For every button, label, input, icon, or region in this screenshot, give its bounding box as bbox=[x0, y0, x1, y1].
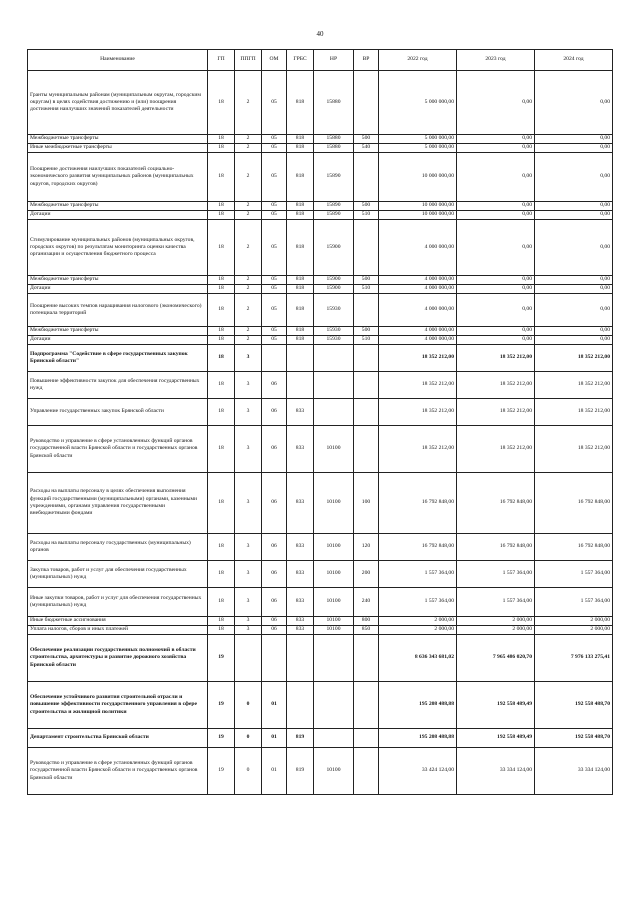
cell-2024: 0,00 bbox=[535, 135, 613, 144]
cell-om bbox=[262, 635, 287, 682]
cell-2023: 18 352 212,00 bbox=[457, 399, 535, 426]
cell-grbs bbox=[287, 682, 314, 729]
cell-om: 05 bbox=[262, 285, 287, 294]
cell-2023: 1 557 364,00 bbox=[457, 588, 535, 617]
cell-2024: 0,00 bbox=[535, 153, 613, 202]
cell-vr bbox=[354, 345, 379, 372]
cell-ppgp: 3 bbox=[235, 588, 262, 617]
cell-ppgp: 3 bbox=[235, 561, 262, 588]
cell-nr: 10100 bbox=[314, 473, 354, 534]
cell-2022: 4 000 000,00 bbox=[379, 294, 457, 327]
cell-vr bbox=[354, 220, 379, 276]
cell-vr: 800 bbox=[354, 617, 379, 626]
cell-om: 05 bbox=[262, 336, 287, 345]
cell-name: Гранты муниципальным районам (муниципальным округам, городским округам) в целях содействия достижению и (или) поощрения достижения наилучших значений показателей деятельности bbox=[28, 71, 208, 135]
cell-2023: 16 792 848,00 bbox=[457, 534, 535, 561]
cell-gp: 18 bbox=[208, 534, 235, 561]
cell-vr: 500 bbox=[354, 202, 379, 211]
cell-2022: 10 000 000,00 bbox=[379, 202, 457, 211]
cell-grbs bbox=[287, 372, 314, 399]
cell-name: Закупка товаров, работ и услуг для обеспечения государственных (муниципальных) нужд bbox=[28, 561, 208, 588]
cell-2022: 195 208 488,88 bbox=[379, 729, 457, 748]
header-grbs: ГРБС bbox=[287, 50, 314, 71]
cell-2022: 1 557 364,00 bbox=[379, 588, 457, 617]
cell-om: 06 bbox=[262, 426, 287, 473]
cell-ppgp: 2 bbox=[235, 220, 262, 276]
cell-2024: 0,00 bbox=[535, 202, 613, 211]
cell-ppgp: 3 bbox=[235, 399, 262, 426]
cell-grbs: 818 bbox=[287, 153, 314, 202]
cell-grbs: 833 bbox=[287, 534, 314, 561]
cell-ppgp: 3 bbox=[235, 345, 262, 372]
cell-gp: 18 bbox=[208, 336, 235, 345]
table-row bbox=[28, 285, 613, 294]
cell-vr: 100 bbox=[354, 473, 379, 534]
cell-ppgp: 2 bbox=[235, 211, 262, 220]
cell-2022: 18 352 212,00 bbox=[379, 426, 457, 473]
cell-name: Межбюджетные трансферты bbox=[28, 276, 208, 285]
cell-gp: 18 bbox=[208, 426, 235, 473]
cell-2023: 7 965 486 020,70 bbox=[457, 635, 535, 682]
cell-2023: 18 352 212,00 bbox=[457, 372, 535, 399]
cell-2023: 0,00 bbox=[457, 144, 535, 153]
cell-2022: 18 352 212,00 bbox=[379, 399, 457, 426]
cell-gp: 18 bbox=[208, 327, 235, 336]
table-row bbox=[28, 399, 613, 426]
cell-om: 05 bbox=[262, 211, 287, 220]
table-row bbox=[28, 534, 613, 561]
cell-ppgp: 3 bbox=[235, 426, 262, 473]
table-row bbox=[28, 682, 613, 729]
cell-ppgp: 2 bbox=[235, 294, 262, 327]
cell-nr: 10100 bbox=[314, 534, 354, 561]
cell-gp: 18 bbox=[208, 285, 235, 294]
cell-vr: 510 bbox=[354, 336, 379, 345]
table-row bbox=[28, 153, 613, 202]
cell-ppgp: 3 bbox=[235, 626, 262, 635]
cell-2022: 4 000 000,00 bbox=[379, 276, 457, 285]
cell-2024: 0,00 bbox=[535, 71, 613, 135]
cell-2022: 5 000 000,00 bbox=[379, 135, 457, 144]
cell-2024: 18 352 212,00 bbox=[535, 345, 613, 372]
cell-vr bbox=[354, 729, 379, 748]
cell-2023: 0,00 bbox=[457, 135, 535, 144]
table-row bbox=[28, 588, 613, 617]
cell-2022: 5 000 000,00 bbox=[379, 144, 457, 153]
cell-2022: 4 000 000,00 bbox=[379, 336, 457, 345]
page-number: 40 bbox=[316, 30, 324, 38]
cell-vr bbox=[354, 153, 379, 202]
cell-grbs: 833 bbox=[287, 617, 314, 626]
cell-2024: 2 000,00 bbox=[535, 626, 613, 635]
cell-2023: 16 792 848,00 bbox=[457, 473, 535, 534]
cell-vr bbox=[354, 294, 379, 327]
cell-2024: 16 792 848,00 bbox=[535, 473, 613, 534]
cell-om: 06 bbox=[262, 372, 287, 399]
cell-nr: 15890 bbox=[314, 153, 354, 202]
cell-name: Обеспечение устойчивого развития строительной отрасли и повышение эффективности государственного управления в сфере строительства и жилищной политики bbox=[28, 682, 208, 729]
cell-grbs: 818 bbox=[287, 211, 314, 220]
cell-om: 06 bbox=[262, 617, 287, 626]
cell-ppgp: 2 bbox=[235, 153, 262, 202]
cell-om bbox=[262, 345, 287, 372]
cell-name: Иные закупки товаров, работ и услуг для обеспечения государственных (муниципальных) нужд bbox=[28, 588, 208, 617]
cell-gp: 18 bbox=[208, 135, 235, 144]
cell-2023: 0,00 bbox=[457, 285, 535, 294]
cell-grbs: 818 bbox=[287, 294, 314, 327]
cell-grbs: 818 bbox=[287, 285, 314, 294]
cell-nr bbox=[314, 729, 354, 748]
cell-2022: 4 000 000,00 bbox=[379, 285, 457, 294]
cell-2023: 33 334 124,00 bbox=[457, 748, 535, 795]
cell-grbs: 833 bbox=[287, 473, 314, 534]
cell-om: 05 bbox=[262, 202, 287, 211]
cell-gp: 19 bbox=[208, 682, 235, 729]
cell-name: Руководство и управление в сфере установленных функций органов государственной власти Брянской области и государственных органов Брянской области bbox=[28, 426, 208, 473]
cell-name: Подпрограмма "Содействие в сфере государственных закупок Брянской области" bbox=[28, 345, 208, 372]
cell-2024: 0,00 bbox=[535, 211, 613, 220]
cell-name: Расходы на выплаты персоналу государственных (муниципальных) органов bbox=[28, 534, 208, 561]
cell-2023: 1 557 364,00 bbox=[457, 561, 535, 588]
cell-name: Дотации bbox=[28, 211, 208, 220]
cell-om: 06 bbox=[262, 561, 287, 588]
cell-2024: 7 976 133 275,41 bbox=[535, 635, 613, 682]
table-header-row bbox=[28, 50, 613, 71]
cell-nr: 10100 bbox=[314, 588, 354, 617]
cell-ppgp: 2 bbox=[235, 135, 262, 144]
cell-name: Поощрение высоких темпов наращивания налогового (экономического) потенциала территорий bbox=[28, 294, 208, 327]
cell-gp: 18 bbox=[208, 153, 235, 202]
cell-nr: 10100 bbox=[314, 748, 354, 795]
cell-gp: 18 bbox=[208, 220, 235, 276]
cell-gp: 18 bbox=[208, 71, 235, 135]
cell-om: 01 bbox=[262, 682, 287, 729]
cell-2024: 2 000,00 bbox=[535, 617, 613, 626]
header-gp: ГП bbox=[208, 50, 235, 71]
cell-gp: 18 bbox=[208, 561, 235, 588]
table-row bbox=[28, 336, 613, 345]
cell-2022: 2 000,00 bbox=[379, 626, 457, 635]
cell-name: Департамент строительства Брянской области bbox=[28, 729, 208, 748]
table-row bbox=[28, 635, 613, 682]
header-name: Наименование bbox=[28, 50, 208, 71]
cell-nr bbox=[314, 372, 354, 399]
cell-gp: 18 bbox=[208, 211, 235, 220]
cell-om: 06 bbox=[262, 626, 287, 635]
cell-om: 01 bbox=[262, 729, 287, 748]
table-row bbox=[28, 626, 613, 635]
cell-gp: 18 bbox=[208, 399, 235, 426]
cell-om: 06 bbox=[262, 473, 287, 534]
cell-2023: 2 000,00 bbox=[457, 617, 535, 626]
cell-2022: 4 000 000,00 bbox=[379, 220, 457, 276]
cell-vr bbox=[354, 748, 379, 795]
cell-2022: 18 352 212,00 bbox=[379, 345, 457, 372]
cell-2024: 0,00 bbox=[535, 327, 613, 336]
cell-2024: 1 557 364,00 bbox=[535, 561, 613, 588]
cell-grbs: 818 bbox=[287, 276, 314, 285]
cell-ppgp: 2 bbox=[235, 285, 262, 294]
cell-nr: 15930 bbox=[314, 294, 354, 327]
cell-ppgp: 0 bbox=[235, 729, 262, 748]
cell-vr: 540 bbox=[354, 144, 379, 153]
cell-gp: 18 bbox=[208, 202, 235, 211]
cell-2024: 0,00 bbox=[535, 336, 613, 345]
cell-gp: 19 bbox=[208, 748, 235, 795]
table-row bbox=[28, 748, 613, 795]
cell-2023: 0,00 bbox=[457, 294, 535, 327]
table-row bbox=[28, 294, 613, 327]
cell-name: Поощрение достижения наилучших показателей социально-экономического развития муниципальных районов (муниципальных округов, городских округов) bbox=[28, 153, 208, 202]
cell-2024: 192 558 488,70 bbox=[535, 682, 613, 729]
cell-grbs: 833 bbox=[287, 588, 314, 617]
cell-vr: 510 bbox=[354, 285, 379, 294]
cell-2022: 16 792 848,00 bbox=[379, 473, 457, 534]
table-row bbox=[28, 276, 613, 285]
cell-nr: 15900 bbox=[314, 276, 354, 285]
cell-2023: 0,00 bbox=[457, 220, 535, 276]
cell-grbs: 833 bbox=[287, 426, 314, 473]
cell-name: Дотации bbox=[28, 336, 208, 345]
cell-gp: 18 bbox=[208, 372, 235, 399]
cell-nr bbox=[314, 635, 354, 682]
cell-om: 06 bbox=[262, 534, 287, 561]
cell-nr: 15880 bbox=[314, 135, 354, 144]
cell-2022: 5 000 000,00 bbox=[379, 71, 457, 135]
cell-nr: 15890 bbox=[314, 202, 354, 211]
table-row bbox=[28, 372, 613, 399]
table-row bbox=[28, 211, 613, 220]
cell-name: Управление государственных закупок Брянской области bbox=[28, 399, 208, 426]
cell-2022: 10 000 000,00 bbox=[379, 153, 457, 202]
cell-nr: 15880 bbox=[314, 144, 354, 153]
cell-grbs bbox=[287, 345, 314, 372]
cell-2024: 192 558 488,70 bbox=[535, 729, 613, 748]
cell-ppgp: 2 bbox=[235, 276, 262, 285]
cell-2024: 33 334 124,00 bbox=[535, 748, 613, 795]
cell-2022: 10 000 000,00 bbox=[379, 211, 457, 220]
header-nr: НР bbox=[314, 50, 354, 71]
cell-om: 01 bbox=[262, 748, 287, 795]
cell-2022: 1 557 364,00 bbox=[379, 561, 457, 588]
cell-vr bbox=[354, 426, 379, 473]
table-row bbox=[28, 327, 613, 336]
budget-table bbox=[27, 49, 613, 795]
cell-nr bbox=[314, 682, 354, 729]
cell-grbs bbox=[287, 635, 314, 682]
cell-grbs: 818 bbox=[287, 202, 314, 211]
table-row bbox=[28, 144, 613, 153]
cell-om: 05 bbox=[262, 135, 287, 144]
cell-2023: 0,00 bbox=[457, 202, 535, 211]
cell-ppgp: 2 bbox=[235, 202, 262, 211]
cell-vr bbox=[354, 635, 379, 682]
cell-gp: 18 bbox=[208, 294, 235, 327]
cell-vr bbox=[354, 399, 379, 426]
cell-name: Повышение эффективности закупок для обеспечения государственных нужд bbox=[28, 372, 208, 399]
table-row bbox=[28, 473, 613, 534]
cell-gp: 18 bbox=[208, 144, 235, 153]
cell-grbs: 818 bbox=[287, 71, 314, 135]
cell-om: 05 bbox=[262, 144, 287, 153]
header-vr: ВР bbox=[354, 50, 379, 71]
cell-2022: 4 000 000,00 bbox=[379, 327, 457, 336]
cell-2023: 2 000,00 bbox=[457, 626, 535, 635]
cell-2024: 1 557 364,00 bbox=[535, 588, 613, 617]
cell-vr: 510 bbox=[354, 211, 379, 220]
cell-grbs: 818 bbox=[287, 336, 314, 345]
cell-vr: 500 bbox=[354, 276, 379, 285]
header-2024: 2024 год bbox=[535, 50, 613, 71]
cell-vr: 850 bbox=[354, 626, 379, 635]
cell-2023: 18 352 212,00 bbox=[457, 345, 535, 372]
cell-vr: 200 bbox=[354, 561, 379, 588]
cell-name: Руководство и управление в сфере установленных функций органов государственной власти Брянской области и государственных органов Брянской области bbox=[28, 748, 208, 795]
cell-grbs: 819 bbox=[287, 729, 314, 748]
cell-name: Межбюджетные трансферты bbox=[28, 135, 208, 144]
cell-gp: 18 bbox=[208, 588, 235, 617]
cell-ppgp: 2 bbox=[235, 71, 262, 135]
table-row bbox=[28, 561, 613, 588]
cell-2023: 192 558 489,49 bbox=[457, 682, 535, 729]
cell-grbs: 833 bbox=[287, 561, 314, 588]
cell-ppgp: 3 bbox=[235, 534, 262, 561]
cell-om: 05 bbox=[262, 71, 287, 135]
table-row bbox=[28, 202, 613, 211]
table-row bbox=[28, 729, 613, 748]
cell-ppgp: 3 bbox=[235, 473, 262, 534]
cell-gp: 18 bbox=[208, 473, 235, 534]
header-ppgp: ППГП bbox=[235, 50, 262, 71]
cell-2022: 2 000,00 bbox=[379, 617, 457, 626]
cell-nr: 15880 bbox=[314, 71, 354, 135]
cell-ppgp: 3 bbox=[235, 372, 262, 399]
table-row bbox=[28, 220, 613, 276]
cell-nr: 15900 bbox=[314, 220, 354, 276]
table-row bbox=[28, 617, 613, 626]
cell-vr bbox=[354, 682, 379, 729]
cell-2024: 16 792 848,00 bbox=[535, 534, 613, 561]
cell-2024: 0,00 bbox=[535, 220, 613, 276]
cell-2024: 0,00 bbox=[535, 276, 613, 285]
cell-2023: 0,00 bbox=[457, 327, 535, 336]
cell-2023: 0,00 bbox=[457, 71, 535, 135]
cell-2024: 0,00 bbox=[535, 285, 613, 294]
cell-name: Расходы на выплаты персоналу в целях обеспечения выполнения функций государственными (муниципальными) органами, казенными учреждениями, органами управления государственными внебюджетными фондами bbox=[28, 473, 208, 534]
cell-om: 05 bbox=[262, 220, 287, 276]
cell-vr: 240 bbox=[354, 588, 379, 617]
cell-gp: 18 bbox=[208, 345, 235, 372]
cell-name: Иные межбюджетные трансферты bbox=[28, 144, 208, 153]
cell-2024: 18 352 212,00 bbox=[535, 426, 613, 473]
cell-nr: 15930 bbox=[314, 327, 354, 336]
cell-vr bbox=[354, 372, 379, 399]
cell-2022: 195 208 488,88 bbox=[379, 682, 457, 729]
cell-vr bbox=[354, 71, 379, 135]
cell-vr: 500 bbox=[354, 135, 379, 144]
cell-2024: 0,00 bbox=[535, 294, 613, 327]
cell-vr: 120 bbox=[354, 534, 379, 561]
cell-nr: 15900 bbox=[314, 285, 354, 294]
cell-gp: 19 bbox=[208, 729, 235, 748]
cell-2022: 18 352 212,00 bbox=[379, 372, 457, 399]
cell-nr: 10100 bbox=[314, 626, 354, 635]
cell-gp: 18 bbox=[208, 626, 235, 635]
cell-nr bbox=[314, 345, 354, 372]
cell-om: 05 bbox=[262, 276, 287, 285]
table-row bbox=[28, 426, 613, 473]
cell-2022: 16 792 848,00 bbox=[379, 534, 457, 561]
cell-grbs: 818 bbox=[287, 135, 314, 144]
cell-ppgp: 2 bbox=[235, 336, 262, 345]
cell-2022: 33 424 124,00 bbox=[379, 748, 457, 795]
cell-om: 06 bbox=[262, 588, 287, 617]
cell-ppgp: 2 bbox=[235, 327, 262, 336]
cell-nr: 10100 bbox=[314, 561, 354, 588]
cell-ppgp bbox=[235, 635, 262, 682]
table-row bbox=[28, 345, 613, 372]
cell-2023: 0,00 bbox=[457, 336, 535, 345]
cell-nr: 15890 bbox=[314, 211, 354, 220]
cell-2022: 8 636 343 681,02 bbox=[379, 635, 457, 682]
cell-nr: 10100 bbox=[314, 617, 354, 626]
cell-2023: 18 352 212,00 bbox=[457, 426, 535, 473]
cell-grbs: 818 bbox=[287, 327, 314, 336]
cell-name: Межбюджетные трансферты bbox=[28, 327, 208, 336]
cell-ppgp: 0 bbox=[235, 748, 262, 795]
cell-ppgp: 0 bbox=[235, 682, 262, 729]
cell-name: Межбюджетные трансферты bbox=[28, 202, 208, 211]
header-om: ОМ bbox=[262, 50, 287, 71]
cell-om: 05 bbox=[262, 327, 287, 336]
cell-2024: 18 352 212,00 bbox=[535, 372, 613, 399]
cell-2023: 192 558 489,49 bbox=[457, 729, 535, 748]
table-row bbox=[28, 135, 613, 144]
cell-ppgp: 3 bbox=[235, 617, 262, 626]
header-2022: 2022 год bbox=[379, 50, 457, 71]
cell-om: 05 bbox=[262, 153, 287, 202]
cell-2023: 0,00 bbox=[457, 211, 535, 220]
cell-gp: 18 bbox=[208, 276, 235, 285]
cell-ppgp: 2 bbox=[235, 144, 262, 153]
cell-2024: 18 352 212,00 bbox=[535, 399, 613, 426]
cell-grbs: 833 bbox=[287, 399, 314, 426]
cell-grbs: 819 bbox=[287, 748, 314, 795]
cell-nr bbox=[314, 399, 354, 426]
cell-grbs: 833 bbox=[287, 626, 314, 635]
cell-nr: 10100 bbox=[314, 426, 354, 473]
cell-name: Иные бюджетные ассигнования bbox=[28, 617, 208, 626]
cell-2023: 0,00 bbox=[457, 153, 535, 202]
cell-name: Стимулирование муниципальных районов (муниципальных округов, городских округов) по результатам мониторинга оценки качества организации и осуществления бюджетного процесса bbox=[28, 220, 208, 276]
cell-vr: 500 bbox=[354, 327, 379, 336]
cell-gp: 18 bbox=[208, 617, 235, 626]
cell-nr: 15930 bbox=[314, 336, 354, 345]
cell-grbs: 818 bbox=[287, 144, 314, 153]
cell-name: Обеспечение реализации государственных полномочий в области строительства, архитектуры и развитие дорожного хозяйства Брянской области bbox=[28, 635, 208, 682]
cell-2024: 0,00 bbox=[535, 144, 613, 153]
cell-name: Уплата налогов, сборов и иных платежей bbox=[28, 626, 208, 635]
cell-name: Дотации bbox=[28, 285, 208, 294]
cell-gp: 19 bbox=[208, 635, 235, 682]
cell-om: 06 bbox=[262, 399, 287, 426]
header-2023: 2023 год bbox=[457, 50, 535, 71]
table-row bbox=[28, 71, 613, 135]
cell-2023: 0,00 bbox=[457, 276, 535, 285]
cell-grbs: 818 bbox=[287, 220, 314, 276]
cell-om: 05 bbox=[262, 294, 287, 327]
